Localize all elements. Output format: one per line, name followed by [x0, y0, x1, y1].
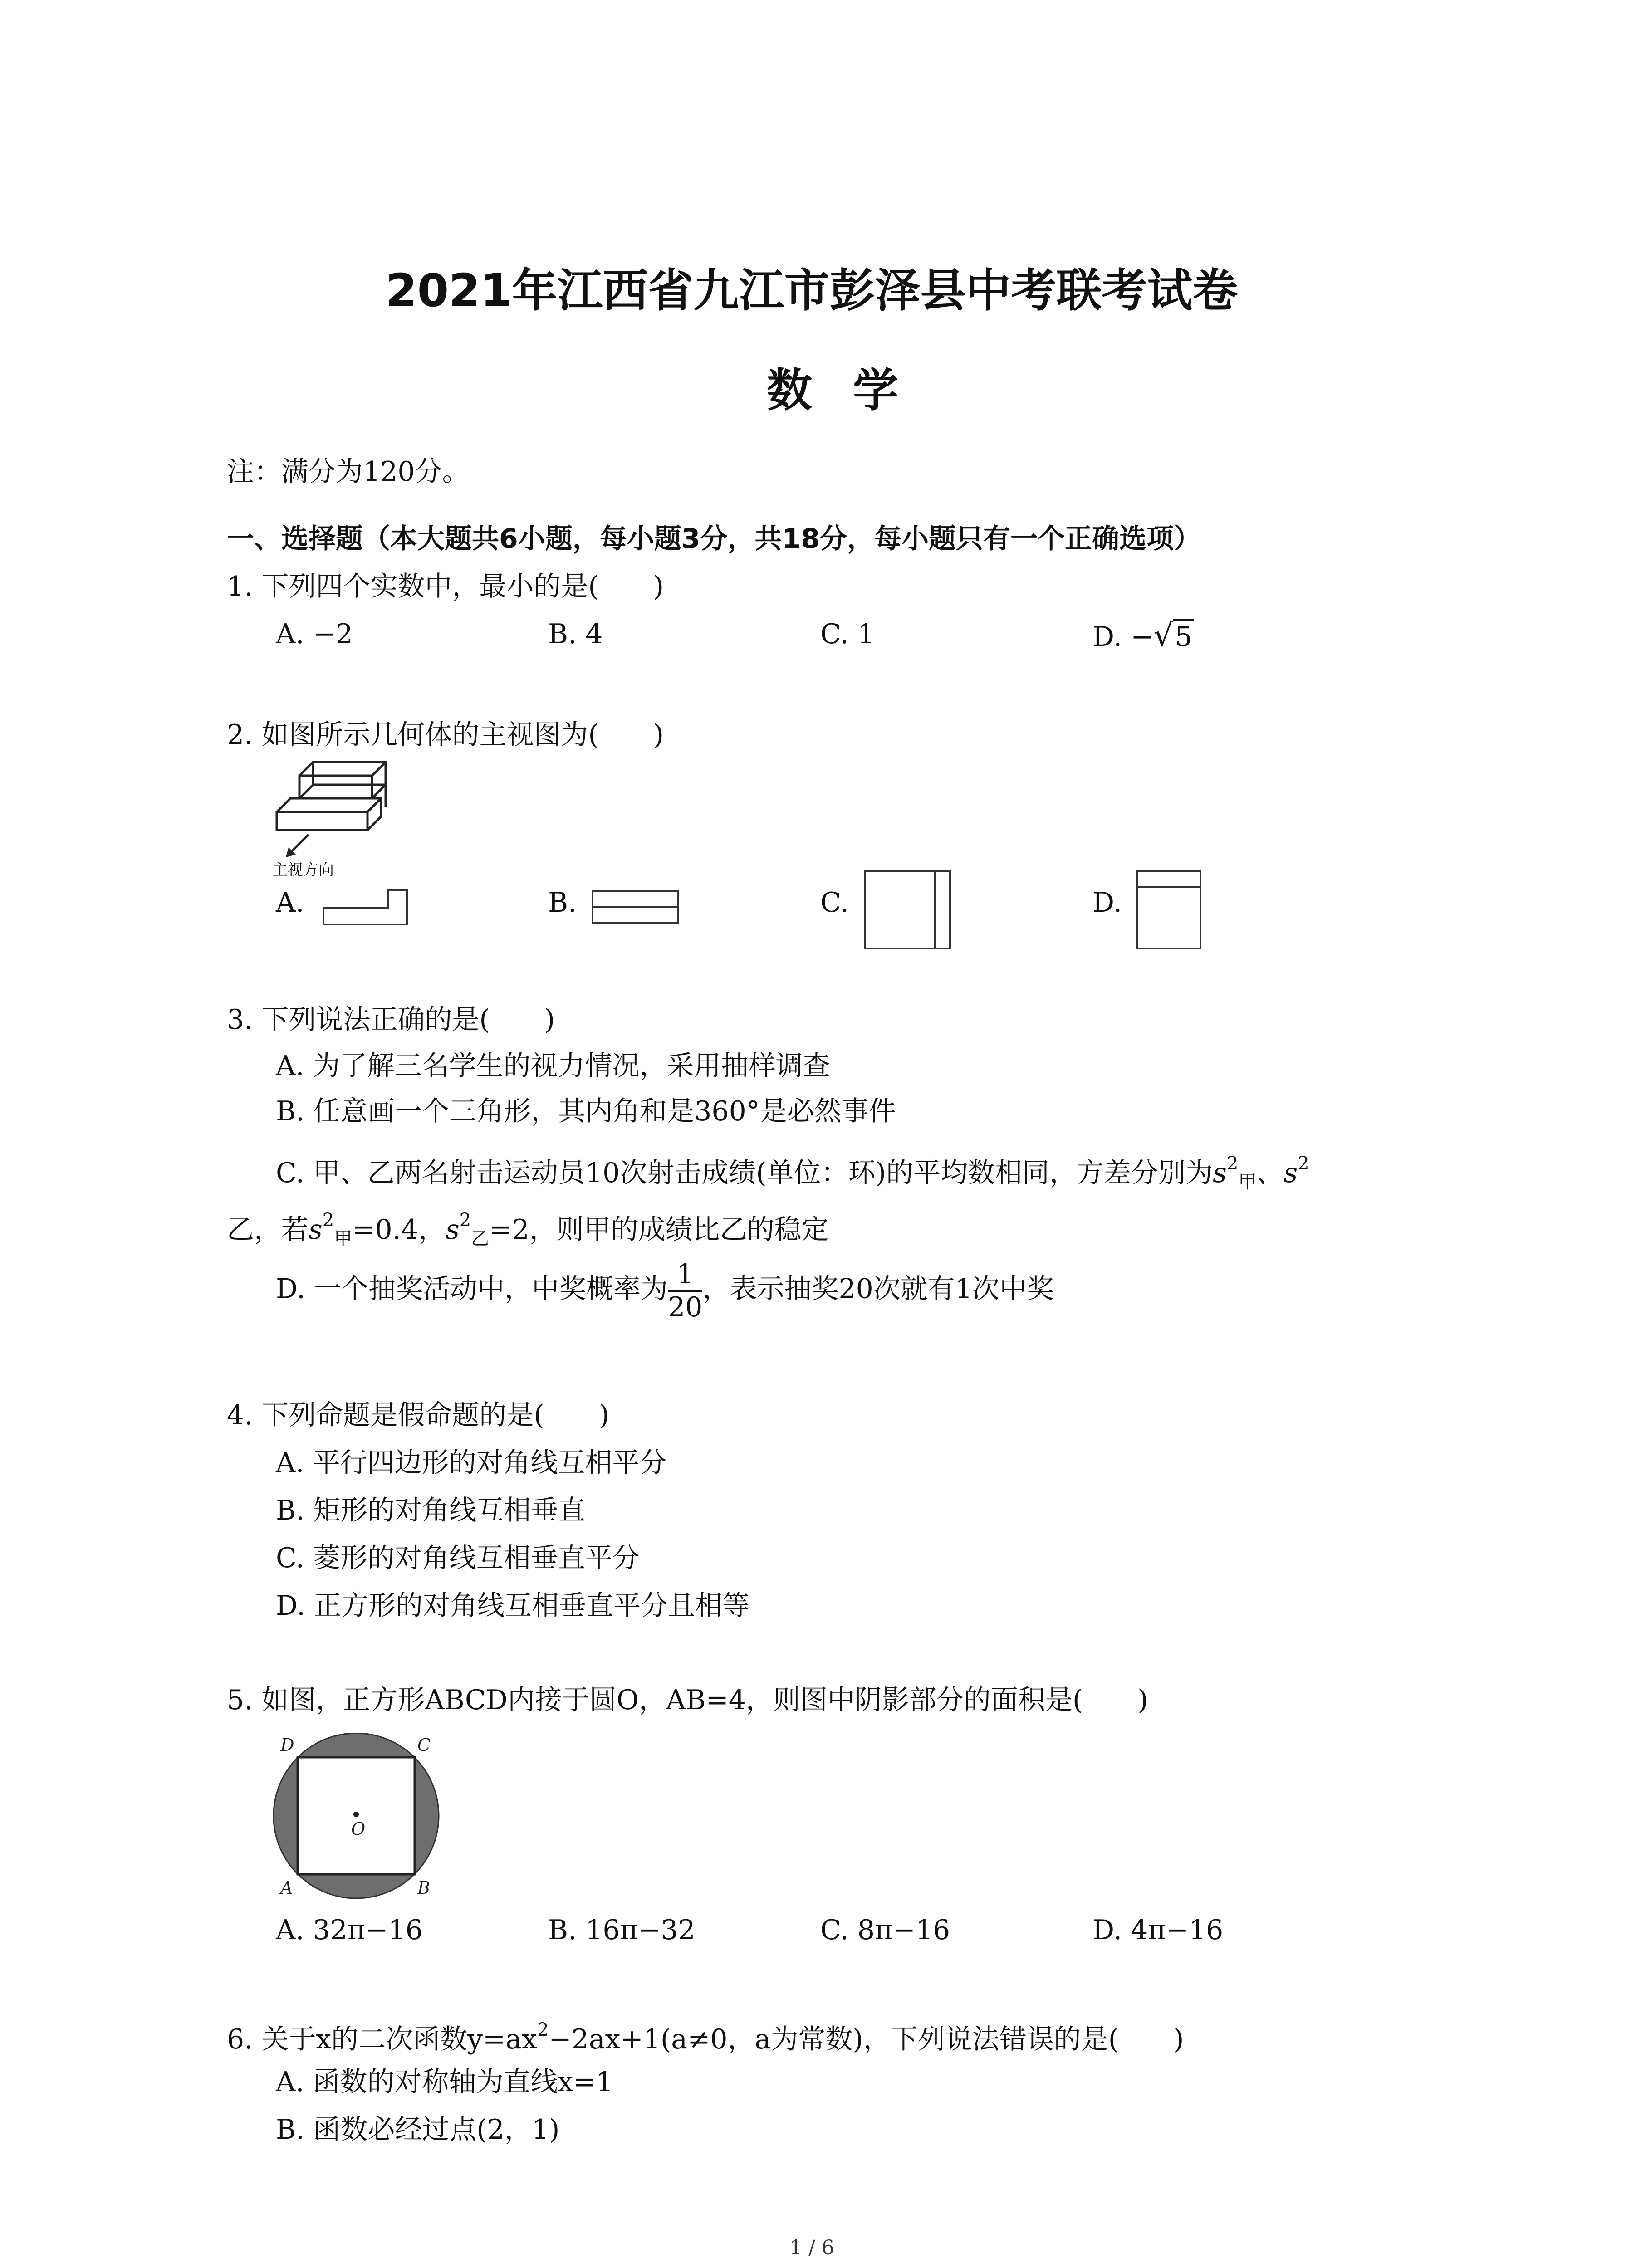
superscript: 2 [1298, 1153, 1309, 1174]
subscript: 甲 [334, 1228, 353, 1249]
radicand: 5 [1173, 619, 1194, 653]
question-2-option-b: B. [548, 887, 577, 919]
question-6-text-end: −2ax+1(a≠0，a为常数)，下列说法错误的是( ) [549, 2024, 1184, 2055]
superscript: 2 [459, 1210, 471, 1231]
option-d-text: D. 一个抽奖活动中，中奖概率为 [276, 1273, 668, 1305]
question-6-stem [227, 2021, 1184, 2053]
continued-text: ，若 [254, 1214, 309, 1246]
fraction [668, 1259, 702, 1323]
superscript: 2 [1226, 1153, 1239, 1174]
vertex-label-a: A [280, 1878, 293, 1898]
center-label-o: O [351, 1819, 366, 1839]
question-3-option-c-continued [227, 1211, 829, 1248]
vertex-label-c: C [417, 1735, 431, 1755]
question-5-option-a: A. 32π−16 [276, 1914, 423, 1946]
numerator: 1 [668, 1259, 702, 1292]
vertex-label-b: B [417, 1878, 430, 1898]
subscript: 乙 [471, 1228, 490, 1249]
variance-symbol: s [1213, 1157, 1227, 1189]
question-5-option-b: B. 16π−32 [548, 1914, 696, 1946]
question-1-option-c: C. 1 [820, 618, 875, 650]
option-c-figure [862, 869, 953, 955]
vertex-label-d: D [280, 1735, 294, 1755]
denominator: 20 [668, 1291, 703, 1323]
question-3-option-c [276, 1154, 1309, 1191]
question-3-stem: 3. 下列说法正确的是( ) [227, 1004, 555, 1036]
question-2-option-d: D. [1092, 887, 1122, 919]
question-6-option-a: A. 函数的对称轴为直线x=1 [276, 2066, 613, 2098]
option-a-figure [320, 885, 411, 930]
question-4-option-b: B. 矩形的对角线互相垂直 [276, 1495, 586, 1526]
separator: 、 [1256, 1157, 1284, 1189]
subscript: 甲 [1238, 1172, 1257, 1193]
section-heading: 一、选择题（本大题共6小题，每小题3分，共18分，每小题只有一个正确选项） [227, 523, 1201, 555]
circle-square-figure [268, 1733, 449, 1901]
question-4-option-d: D. 正方形的对角线互相垂直平分且相等 [276, 1590, 750, 1622]
question-5-stem: 5. 如图，正方形ABCD内接于圆O，AB=4，则图中阴影部分的面积是( ) [227, 1684, 1148, 1716]
question-4-stem: 4. 下列命题是假命题的是( ) [227, 1399, 610, 1431]
question-5-option-c: C. 8π−16 [820, 1914, 950, 1946]
question-4-option-c: C. 菱形的对角线互相垂直平分 [276, 1542, 640, 1574]
question-2-option-a: A. [276, 887, 304, 919]
option-d-text-end: ，表示抽奖20次就有1次中奖 [702, 1273, 1054, 1305]
question-6-text: 6. 关于x的二次函数y=ax [227, 2024, 537, 2055]
solid-figure [272, 753, 408, 866]
question-3-option-d [276, 1259, 1054, 1323]
option-d-prefix: D. − [1092, 621, 1154, 653]
question-3-option-b: B. 任意画一个三角形，其内角和是360°是必然事件 [276, 1095, 896, 1127]
question-2-stem: 2. 如图所示几何体的主视图为( ) [227, 719, 664, 751]
view-direction-caption: 主视方向 [272, 861, 334, 879]
value-text: =2，则甲的成绩比乙的稳定 [489, 1214, 829, 1246]
variance-symbol: s [1283, 1157, 1298, 1189]
subject-title: 数学 [767, 364, 939, 417]
paper-title: 2021年江西省九江市彭泽县中考联考试卷 [386, 264, 1238, 317]
option-b-figure [590, 885, 681, 930]
question-1-option-a: A. −2 [276, 618, 353, 650]
question-1-stem: 1. 下列四个实数中，最小的是( ) [227, 571, 664, 602]
variance-symbol: s [445, 1214, 460, 1246]
question-6-option-b: B. 函数必经过点(2，1) [276, 2114, 560, 2146]
question-4-option-a: A. 平行四边形的对角线互相平分 [276, 1447, 667, 1479]
superscript: 2 [537, 2019, 549, 2040]
score-note: 注：满分为120分。 [227, 456, 470, 488]
value-text: =0.4， [352, 1214, 446, 1246]
question-1-option-d: D. −√5 [1092, 621, 1194, 651]
question-3-option-a: A. 为了解三名学生的视力情况，采用抽样调查 [276, 1050, 830, 1082]
superscript: 2 [322, 1210, 334, 1231]
question-1-option-b: B. 4 [548, 618, 603, 650]
question-5-option-d: D. 4π−16 [1092, 1914, 1224, 1946]
page-number: 1 / 6 [789, 2236, 834, 2259]
subscript-text: 乙 [227, 1214, 254, 1246]
option-d-figure [1134, 869, 1207, 955]
question-2-option-c: C. [820, 887, 849, 919]
option-c-text: C. 甲、乙两名射击运动员10次射击成绩(单位：环)的平均数相同，方差分别为 [276, 1157, 1213, 1189]
variance-symbol: s [309, 1214, 323, 1246]
